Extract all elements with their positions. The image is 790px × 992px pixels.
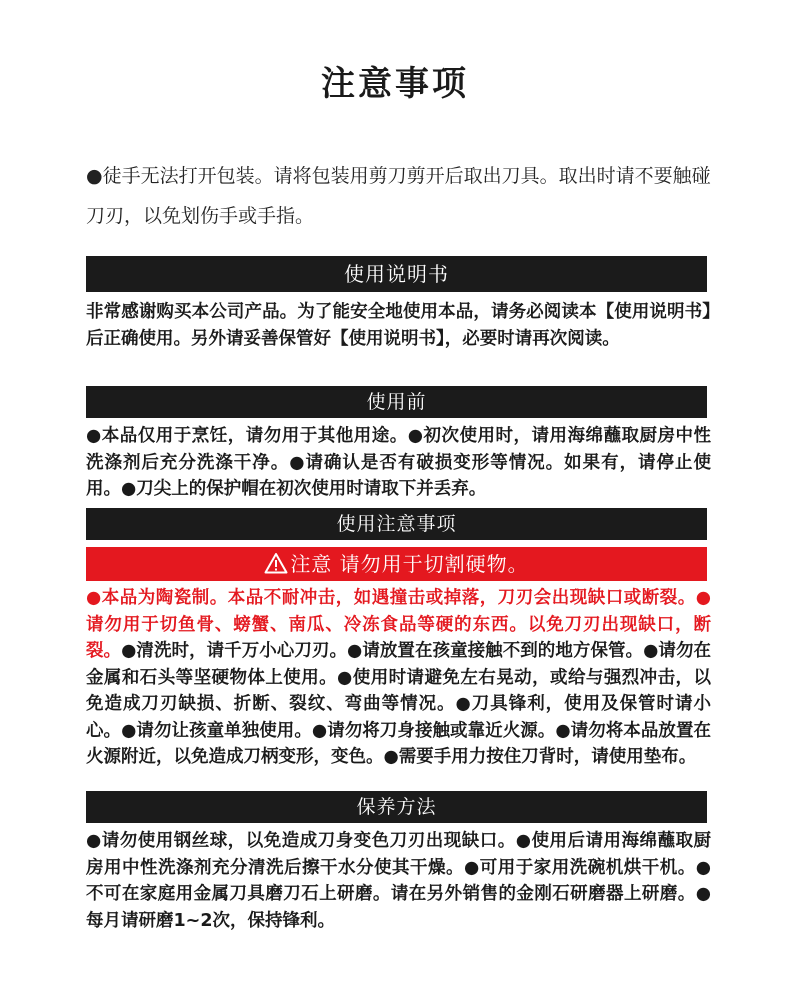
section-heading-manual: 使用说明书 <box>86 256 707 292</box>
warning-banner <box>86 547 707 581</box>
manual-text: 非常感谢购买本公司产品。为了能安全地使用本品，请务必阅读本【使用说明书】后正确使用。另外请妥善保管好【使用说明书】，必要时请再次阅读。 <box>86 302 711 349</box>
before-use-text: ●本品仅用于烹饪，请勿用于其他用途。●初次使用时，请用海绵蘸取厨房中性洗涤剂后充分洗涤干净。●请确认是否有破损变形等情况。如果有，请停止使用。●刀尖上的保护帽在初次使用时请取下并丢弃。 <box>86 426 711 499</box>
section-heading-before-use: 使用前 <box>86 386 707 418</box>
section-heading-precautions: 使用注意事项 <box>86 508 707 540</box>
precautions-text <box>86 585 711 771</box>
page-title: 注意事项 <box>321 64 469 104</box>
precautions-black-text: ●清洗时，请千万小心刀刃。●请放置在孩童接触不到的地方保管。●请勿在金属和石头等坚硬物体上使用。●使用时请避免左右晃动，或给与强烈冲击，以免造成刀刃缺损、折断、裂纹、弯曲等情况。●刀具锋利，使用及保管时请小心。●请勿让孩童单独使用。●请勿将刀身接触或靠近火源。●请勿将本品放置在火源附近，以免造成刀柄变形，变色。●需要手用力按住刀背时，请使用垫布。 <box>86 641 712 767</box>
warning-triangle-icon <box>264 550 288 584</box>
section-heading-care: 保养方法 <box>86 791 707 823</box>
precautions-red-text: ●本品为陶瓷制。本品不耐冲击，如遇撞击或掉落，刀刃会出现缺口或断裂。●请勿用于切鱼骨、螃蟹、南瓜、冷冻食品等硬的东西。以免刀刃出现缺口，断裂。 <box>86 588 711 661</box>
intro-text: ●徒手无法打开包装。请将包装用剪刀剪开后取出刀具。取出时请不要触碰刀刃，以免划伤手或手指。 <box>86 165 711 227</box>
warning-label: 注意 请勿用于切割硬物。 <box>290 552 529 576</box>
care-text: ●请勿使用钢丝球，以免造成刀身变色刀刃出现缺口。●使用后请用海绵蘸取厨房用中性洗涤剂充分清洗后擦干水分使其干燥。●可用于家用洗碗机烘干机。●不可在家庭用金属刀具磨刀石上研磨。请在另外销售的金刚石研磨器上研磨。●每月请研磨1~2次，保持锋利。 <box>86 831 711 931</box>
